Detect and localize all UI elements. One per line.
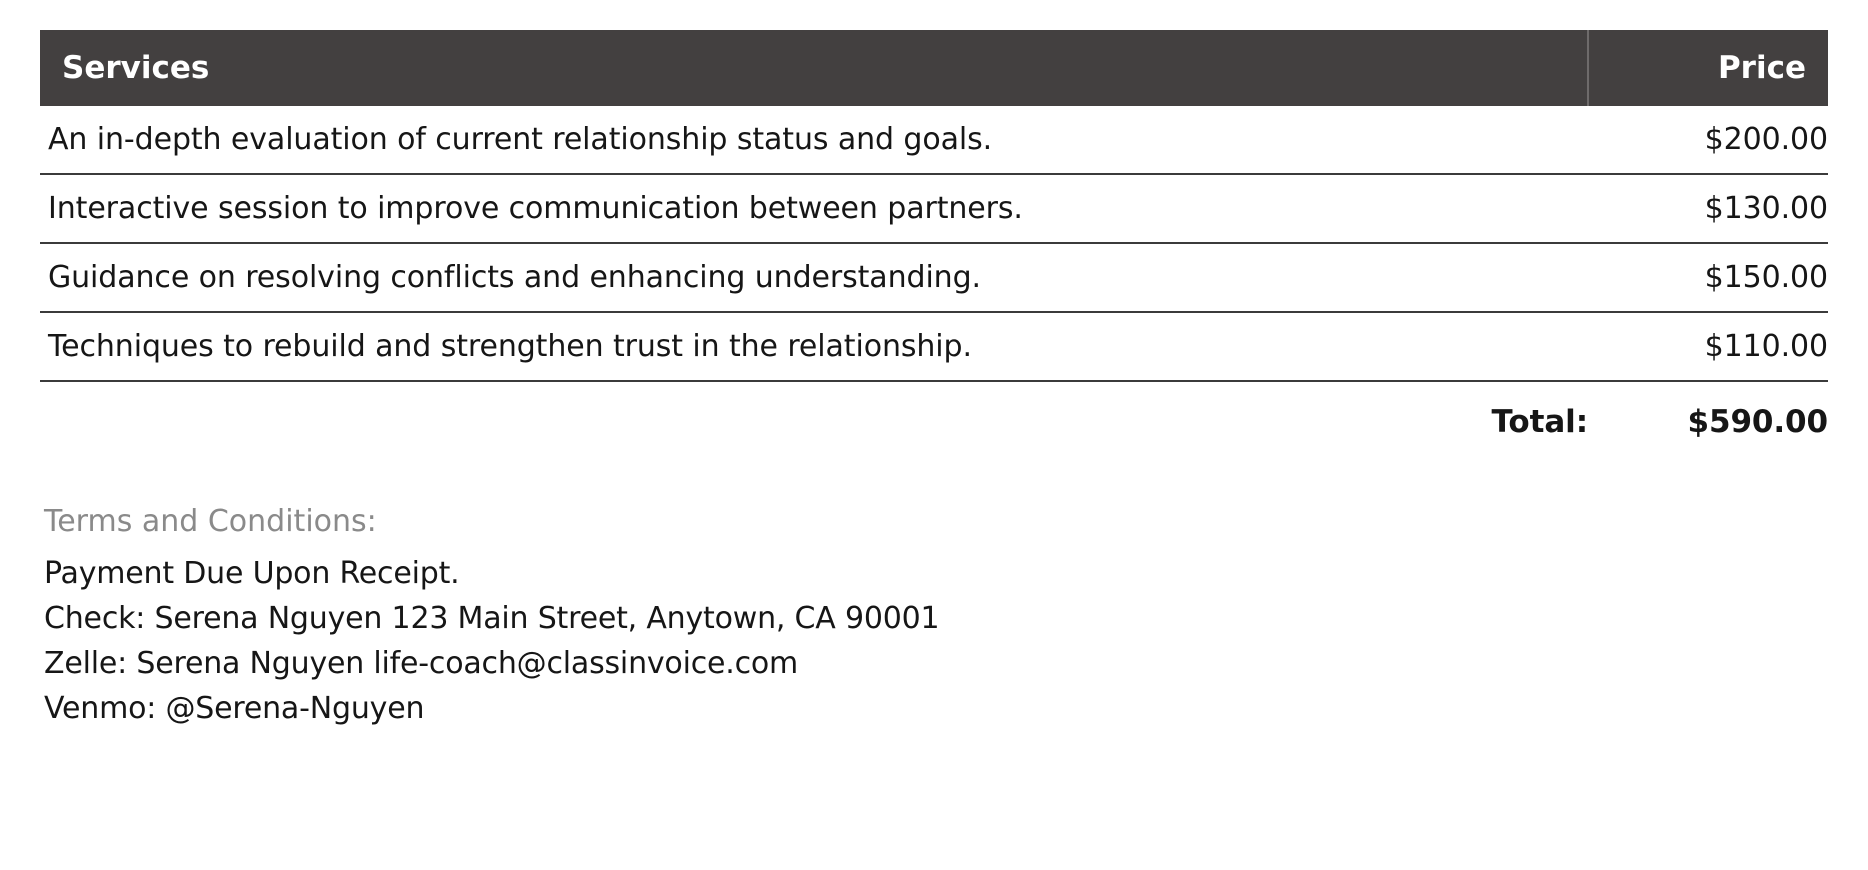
- terms-line-payment: Payment Due Upon Receipt.: [44, 556, 460, 591]
- table-row: [40, 106, 1828, 174]
- service-description: An in-depth evaluation of current relationship status and goals.: [40, 106, 1588, 174]
- table-row: [40, 174, 1828, 243]
- column-header-price: Price: [1588, 30, 1828, 106]
- terms-line-zelle: Zelle: Serena Nguyen life-coach@classinvoice.com: [44, 646, 799, 681]
- total-label: Total:: [1491, 404, 1588, 440]
- terms-title: Terms and Conditions:: [44, 504, 377, 539]
- terms-line-check: Check: Serena Nguyen 123 Main Street, Anytown, CA 90001: [44, 601, 940, 636]
- service-description: Guidance on resolving conflicts and enhancing understanding.: [40, 243, 1588, 312]
- service-description: Interactive session to improve communication between partners.: [40, 174, 1588, 243]
- total-row: [40, 381, 1828, 456]
- total-value: $590.00: [1687, 404, 1828, 440]
- table-header-row: [40, 30, 1828, 106]
- table-row: [40, 243, 1828, 312]
- table-header: [40, 30, 1828, 106]
- service-price: $110.00: [1588, 312, 1828, 381]
- terms-and-conditions: [40, 504, 1828, 731]
- service-description: Techniques to rebuild and strengthen trust in the relationship.: [40, 312, 1588, 381]
- table-body: [40, 106, 1828, 456]
- service-price: $130.00: [1588, 174, 1828, 243]
- service-price: $200.00: [1588, 106, 1828, 174]
- table-row: [40, 312, 1828, 381]
- services-table: [40, 30, 1828, 456]
- terms-line-venmo: Venmo: @Serena-Nguyen: [44, 691, 425, 726]
- column-header-services: Services: [40, 30, 1588, 106]
- service-price: $150.00: [1588, 243, 1828, 312]
